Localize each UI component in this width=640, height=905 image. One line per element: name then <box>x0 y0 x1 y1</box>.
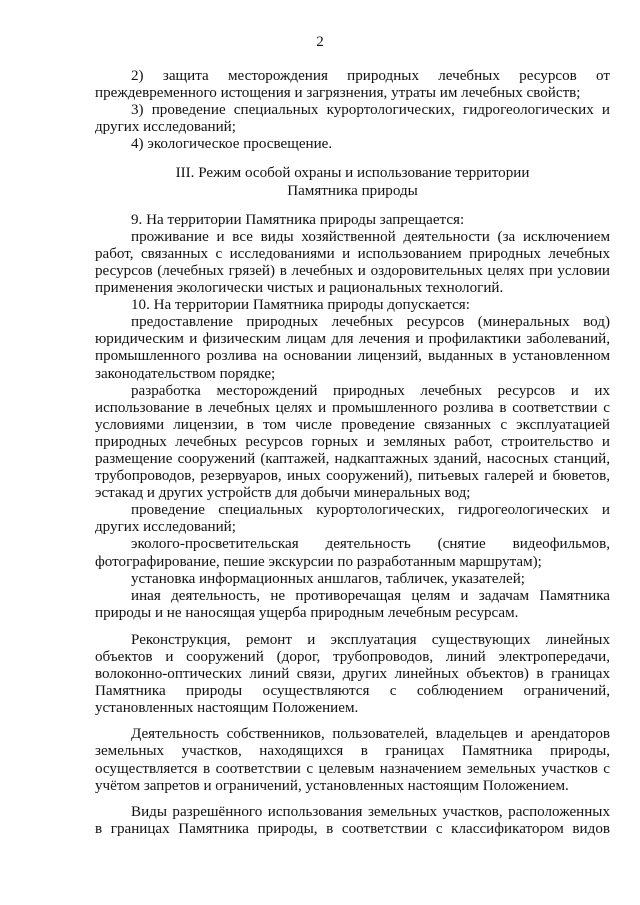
list-item: 4) экологическое просвещение. <box>131 136 333 153</box>
item-10-entry: разработка месторождений природных лечебных ресурсов и их использование в лечебных целях и промышленного розлива в соответствии с условиями лицензии, в том числе проведение связанных с эксплуатацией природных лечебных ресурсов горных и земляных работ, строительство и размещение сооружений (каптажей, надкаптажных зданий, насосных станций, трубопроводов, резервуаров, иных сооружений), питьевых галерей и бюветов, эстакад и других устройств для добычи минеральных вод; <box>95 382 610 502</box>
item-10-entry: предоставление природных лечебных ресурсов (минеральных вод) юридическим и физическим лицам для лечения и профилактики заболеваний, промышленного розлива на основании лицензий, выданных в установленном законодательством порядке; <box>95 314 610 382</box>
item-10-entry: проведение специальных курортологических, гидрогеологических и других исследований; <box>95 502 610 536</box>
item-10-entry: установка информационных аншлагов, табличек, указателей; <box>131 570 525 587</box>
list-item: 2) защита месторождения природных лечебных ресурсов от преждевременного истощения и загрязнения, утраты им лечебных свойств; <box>95 68 610 102</box>
section-heading-line-2: Памятника природы <box>287 182 418 199</box>
body-paragraph: Виды разрешённого использования земельных участков, расположенных в границах Памятника природы, в соответствии с классификатором видов <box>95 803 610 837</box>
item-10-entry: эколого-просветительская деятельность (снятие видеофильмов, фотографирование, пешие экскурсии по разработанным маршрутам); <box>95 536 610 570</box>
list-item: 3) проведение специальных курортологических, гидрогеологических и других исследований; <box>95 102 610 136</box>
section-heading-line-1: III. Режим особой охраны и использование территории <box>175 165 530 182</box>
item-10-title: 10. На территории Памятника природы допускается: <box>131 297 470 314</box>
item-9-text: проживание и все виды хозяйственной деятельности (за исключением работ, связанных с исследованиями и использованием природных лечебных ресурсов (лечебных грязей) в лечебных и оздоровительных целях при условии применения экологически чистых и рациональных технологий. <box>95 228 610 297</box>
body-paragraph: Реконструкция, ремонт и эксплуатация существующих линейных объектов и сооружений (дорог, трубопроводов, линий электропередачи, волоконно-оптических линий связи, других линейных объектов) в границах Памятника природы осуществляются с соблюдением ограничений, установленных настоящим Положением. <box>95 631 610 717</box>
item-9-title: 9. На территории Памятника природы запрещается: <box>131 211 465 228</box>
document-body <box>95 68 610 838</box>
page-number: 2 <box>316 34 324 50</box>
item-10-entry: иная деятельность, не противоречащая целям и задачам Памятника природы и не наносящая ущерба природным лечебным ресурсам. <box>95 587 610 621</box>
body-paragraph: Деятельность собственников, пользователей, владельцев и арендаторов земельных участков, находящихся в границах Памятника природы, осуществляется в соответствии с целевым назначением земельных участков с учётом запретов и ограничений, установленных настоящим Положением. <box>95 726 610 794</box>
